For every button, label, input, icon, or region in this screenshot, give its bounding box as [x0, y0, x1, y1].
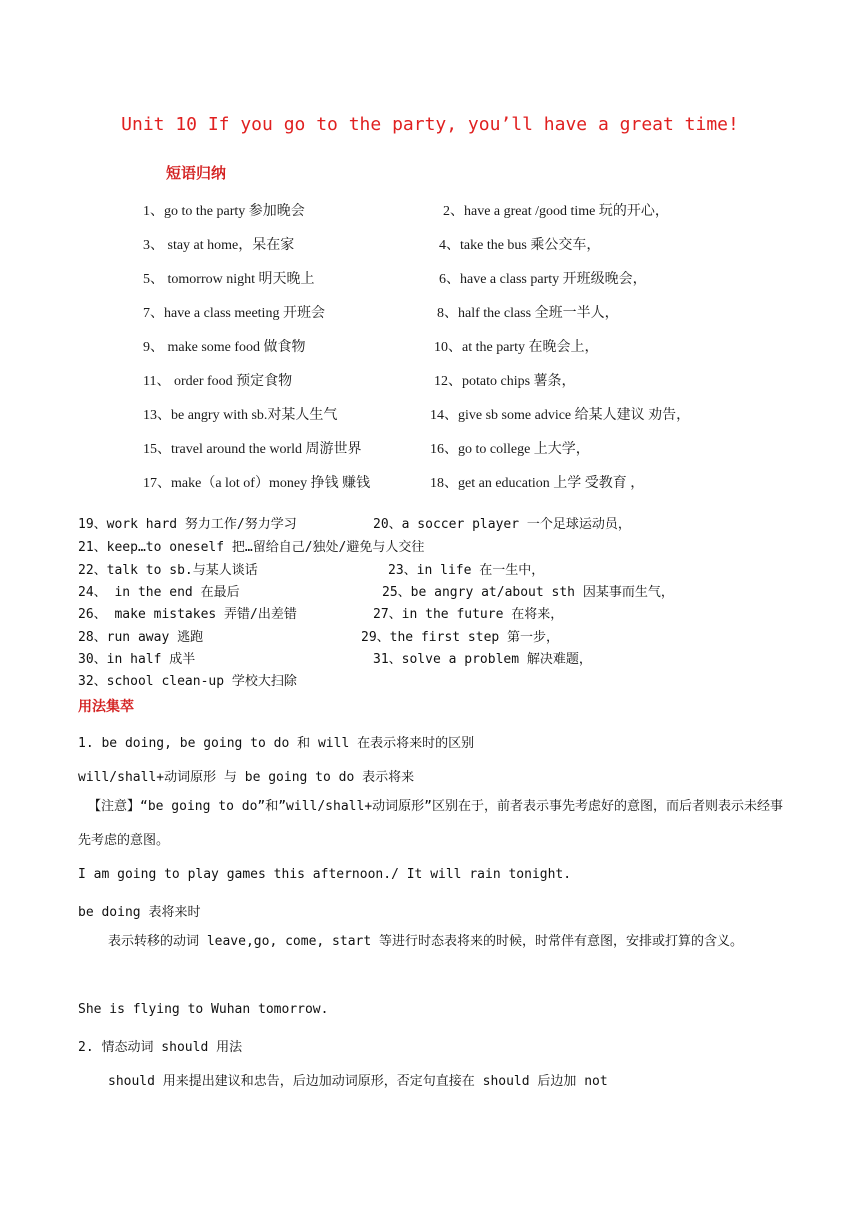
phrase-19: 19、work hard 努力工作/努力学习 — [78, 517, 297, 532]
phrase-4: 4、take the bus 乘公交车， — [439, 238, 601, 253]
usage-heading-2: 2. 情态动词 should 用法 — [78, 1040, 243, 1055]
phrase-29: 29、the first step 第一步， — [361, 630, 560, 645]
usage-description: 表示转移的动词 leave,go, come, start 等进行时态表将来的时候，时常伴有意图，安排或打算的含义。 — [108, 934, 744, 949]
phrase-13: 13、be angry with sb.对某人生气 — [143, 408, 338, 423]
section-heading-phrases: 短语归纳 — [166, 164, 227, 182]
phrase-32: 32、school clean-up 学校大扫除 — [78, 674, 297, 689]
phrase-3: 3、 stay at home，呆在家 — [143, 238, 295, 253]
usage-should: should 用来提出建议和忠告，后边加动词原形，否定句直接在 should 后边加 not — [108, 1074, 608, 1089]
phrase-14: 14、give sb some advice 给某人建议 劝告， — [430, 408, 691, 423]
phrase-28: 28、run away 逃跑 — [78, 630, 204, 645]
phrase-1: 1、go to the party 参加晚会 — [143, 204, 305, 219]
section-heading-usage: 用法集萃 — [78, 699, 134, 715]
usage-example-2: She is flying to Wuhan tomorrow. — [78, 1002, 329, 1017]
phrase-15: 15、travel around the world 周游世界 — [143, 442, 362, 457]
phrase-27: 27、in the future 在将来， — [373, 607, 564, 622]
phrase-16: 16、go to college 上大学， — [430, 442, 590, 457]
phrase-20: 20、a soccer player 一个足球运动员， — [373, 517, 631, 532]
usage-example-1: I am going to play games this afternoon./ It will rain tonight. — [78, 867, 572, 882]
phrase-10: 10、at the party 在晚会上， — [434, 340, 599, 355]
phrase-8: 8、half the class 全班一半人， — [437, 306, 619, 321]
phrase-9: 9、 make some food 做食物 — [143, 340, 306, 355]
phrase-30: 30、in half 成半 — [78, 652, 196, 667]
usage-line-will-shall: will/shall+动词原形 与 be going to do 表示将来 — [78, 770, 415, 785]
phrase-23: 23、in life 在一生中， — [388, 563, 545, 578]
phrase-6: 6、have a class party 开班级晚会， — [439, 272, 647, 287]
usage-line-be-doing: be doing 表将来时 — [78, 905, 201, 920]
usage-note: 【注意】“be going to do”和”will/shall+动词原形”区别在于，前者表示事先考虑好的意图，而后者则表示未经事先考虑的意图。 — [78, 799, 783, 848]
phrase-2: 2、have a great /good time 玩的开心， — [443, 204, 669, 219]
usage-heading-1: 1. be doing, be going to do 和 will 在表示将来时的区别 — [78, 736, 475, 751]
phrase-31: 31、solve a problem 解决难题， — [373, 652, 592, 667]
phrase-12: 12、potato chips 薯条， — [434, 374, 576, 389]
phrase-11: 11、 order food 预定食物 — [143, 374, 293, 389]
phrase-25: 25、be angry at/about sth 因某事而生气， — [382, 585, 674, 600]
phrase-21: 21、keep…to oneself 把…留给自己/独处/避免与人交往 — [78, 540, 425, 555]
phrase-26: 26、 make mistakes 弄错/出差错 — [78, 607, 297, 622]
phrase-5: 5、 tomorrow night 明天晚上 — [143, 272, 315, 287]
phrase-17: 17、make（a lot of）money 挣钱 赚钱 — [143, 476, 371, 491]
phrase-24: 24、 in the end 在最后 — [78, 585, 240, 600]
phrase-7: 7、have a class meeting 开班会 — [143, 306, 325, 321]
phrase-22: 22、talk to sb.与某人谈话 — [78, 563, 258, 578]
phrase-18: 18、get an education 上学 受教育 ， — [430, 476, 645, 491]
page-title: Unit 10 If you go to the party, you’ll have a great time! — [121, 114, 739, 135]
